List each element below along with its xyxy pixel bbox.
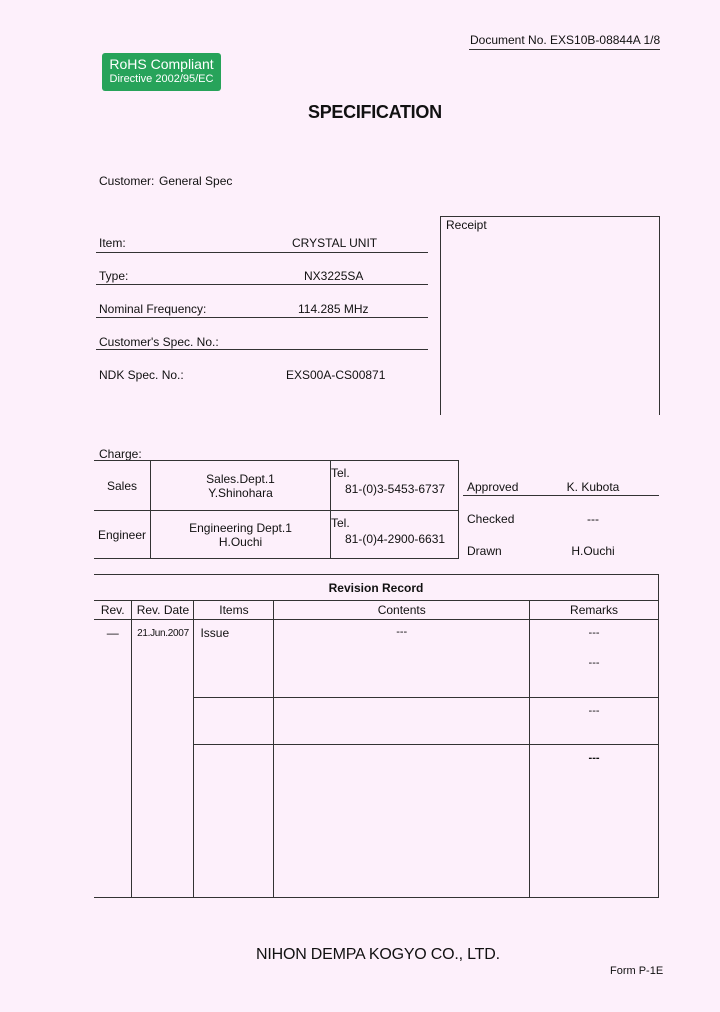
charge-dept: Sales.Dept.1 xyxy=(206,471,275,486)
charge-dept-cell xyxy=(151,461,331,511)
item-value: CRYSTAL UNIT xyxy=(292,236,378,250)
rohs-directive: Directive 2002/95/EC xyxy=(109,73,214,85)
customer-spec-no-label: Customer's Spec. No.: xyxy=(99,335,219,349)
charge-role: Engineer xyxy=(94,511,151,559)
revision-row xyxy=(94,620,659,698)
contents-cell xyxy=(274,698,530,745)
charge-dept-cell xyxy=(151,511,331,559)
drawn-row xyxy=(463,529,659,558)
items-cell: Issue xyxy=(194,620,274,698)
charge-tel-cell xyxy=(331,461,459,511)
charge-tel-cell xyxy=(331,511,459,559)
nominal-frequency-underline xyxy=(96,317,428,318)
customer-label: Customer: xyxy=(99,174,155,188)
charge-tel: 81-(0)4-2900-6631 xyxy=(345,532,446,546)
item-label: Item: xyxy=(99,236,126,250)
charge-row-sales xyxy=(94,461,459,511)
revision-record-bottom-line xyxy=(94,897,659,898)
checked-label: Checked xyxy=(467,512,515,526)
revision-record-title: Revision Record xyxy=(94,575,659,601)
approved-label: Approved xyxy=(467,480,519,494)
revision-record-table xyxy=(94,574,659,897)
item-underline xyxy=(96,252,428,253)
nominal-frequency-value: 114.285 MHz xyxy=(298,302,369,316)
contents-header: Contents xyxy=(274,601,530,620)
type-value: NX3225SA xyxy=(304,269,364,283)
drawn-by: H.Ouchi xyxy=(571,544,615,558)
charge-row-engineer xyxy=(94,511,459,559)
approval-block xyxy=(463,479,659,558)
remarks-header: Remarks xyxy=(530,601,659,620)
document-number-underline xyxy=(469,49,660,50)
customer-value: General Spec xyxy=(159,174,233,188)
company-name: NIHON DEMPA KOGYO CO., LTD. xyxy=(256,946,500,963)
remarks-cell: --- xyxy=(530,698,659,745)
form-number: Form P-1E xyxy=(610,965,664,977)
remarks-cell xyxy=(530,620,659,698)
receipt-box xyxy=(440,216,660,415)
receipt-label: Receipt xyxy=(446,218,487,232)
document-number: Document No. EXS10B-08844A 1/8 xyxy=(470,33,661,47)
charge-role: Sales xyxy=(94,461,151,511)
charge-person: H.Ouchi xyxy=(218,534,263,549)
approved-by: K. Kubota xyxy=(566,480,620,494)
items-header: Items xyxy=(194,601,274,620)
ndk-spec-no-label: NDK Spec. No.: xyxy=(99,368,184,382)
charge-label: Charge: xyxy=(99,447,142,461)
rohs-title: RoHS Compliant xyxy=(109,56,214,72)
checked-by: --- xyxy=(587,512,599,526)
nominal-frequency-label: Nominal Frequency: xyxy=(99,302,207,316)
checked-row xyxy=(463,496,659,529)
rev-date-header: Rev. Date xyxy=(132,601,194,620)
rohs-badge xyxy=(102,53,221,91)
approved-row xyxy=(463,479,659,496)
revision-header-row xyxy=(94,601,659,620)
contents-cell: --- xyxy=(274,620,530,698)
contents-cell xyxy=(274,745,530,897)
charge-tel: 81-(0)3-5453-6737 xyxy=(345,482,446,496)
items-cell xyxy=(194,745,274,897)
items-cell xyxy=(194,698,274,745)
ndk-spec-no-value: EXS00A-CS00871 xyxy=(286,368,386,382)
charge-dept: Engineering Dept.1 xyxy=(189,520,292,535)
rev-header: Rev. xyxy=(94,601,132,620)
rev-date-cell: 21.Jun.2007 xyxy=(132,620,194,897)
drawn-label: Drawn xyxy=(467,544,502,558)
remarks-text: --- xyxy=(588,657,600,669)
type-underline xyxy=(96,284,428,285)
page-title: SPECIFICATION xyxy=(308,102,442,122)
charge-table xyxy=(94,460,459,559)
charge-person: Y.Shinohara xyxy=(208,485,273,500)
remarks-text: --- xyxy=(588,627,600,639)
charge-tel-label: Tel. xyxy=(331,466,350,480)
customer-spec-no-underline xyxy=(96,349,428,350)
rev-cell: — xyxy=(94,620,132,897)
type-label: Type: xyxy=(99,269,129,283)
remarks-cell: --- xyxy=(530,745,659,897)
charge-tel-label: Tel. xyxy=(331,516,350,530)
